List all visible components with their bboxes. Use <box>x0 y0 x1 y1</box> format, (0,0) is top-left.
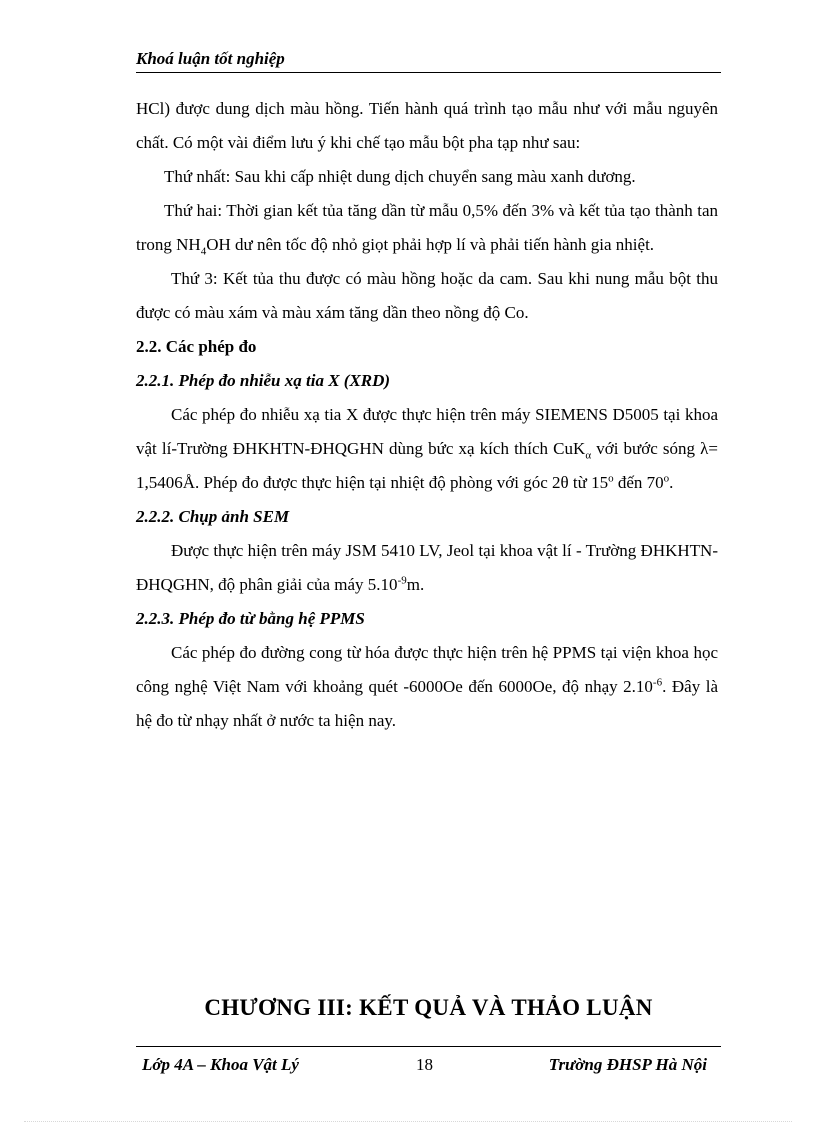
subsection-heading-ppms: 2.2.3. Phép đo từ bằng hệ PPMS <box>136 609 365 628</box>
xrd-text-a: Các phép đo nhiễu xạ tia X được thực hiện trên máy SIEMENS D5005 tại khoa vật lí-Trường ĐHKHTN-ĐHQGHN dùng bức xạ kích thích CuK <box>136 405 718 458</box>
page-number: 18 <box>416 1055 433 1074</box>
page-footer <box>136 1046 721 1079</box>
paragraph-third-note: Thứ 3: Kết tủa thu được có màu hồng hoặc da cam. Sau khi nung mẫu bột thu được có màu xám và màu xám tăng dần theo nồng độ Co. <box>136 269 718 322</box>
footer-class: Lớp 4A – Khoa Vật Lý <box>142 1055 299 1074</box>
paragraph-intro: HCl) được dung dịch màu hồng. Tiến hành quá trình tạo mẫu như với mẫu nguyên chất. Có một vài điểm lưu ý khi chế tạo mẫu bột pha tạp như sau: <box>136 99 718 152</box>
subscript-alpha: α <box>585 449 592 462</box>
xrd-text-b: với bước sóng λ= 1,5406Å. Phép đo được thực hiện tại nhiệt độ phòng với góc 2θ từ 15 <box>136 439 718 492</box>
sem-text-a: Được thực hiện trên máy JSM 5410 LV, Jeol tại khoa vật lí - Trường ĐHKHTN-ĐHQGHN, độ phân giải của máy 5.10 <box>136 541 718 594</box>
subscript-4: 4 <box>200 245 207 258</box>
superscript-exp-9: -9 <box>397 574 407 587</box>
paragraph-first-note: Thứ nhất: Sau khi cấp nhiệt dung dịch chuyển sang màu xanh dương. <box>164 167 636 186</box>
xrd-text-d: . <box>669 473 674 492</box>
paragraph-second-note <box>136 194 718 262</box>
footer-university: Trường ĐHSP Hà Nội <box>548 1055 707 1074</box>
chapter-title: CHƯƠNG III: KẾT QUẢ VÀ THẢO LUẬN <box>204 995 653 1020</box>
superscript-exp-6: -6 <box>652 676 663 689</box>
second-note-text-a: Thứ hai: Thời gian kết tủa tăng dần từ mẫu 0,5% đến 3% và kết tủa tạo thành tan trong NH <box>136 201 718 254</box>
paragraph-ppms <box>136 636 718 738</box>
second-note-text-b: OH dư nên tốc độ nhỏ giọt phải hợp lí và phải tiến hành gia nhiệt. <box>206 235 655 254</box>
subsection-heading-xrd: 2.2.1. Phép đo nhiễu xạ tia X (XRD) <box>136 371 391 390</box>
document-body <box>136 92 718 738</box>
superscript-degree-1: o <box>608 472 614 485</box>
paragraph-sem <box>136 534 718 602</box>
header-title: Khoá luận tốt nghiệp <box>136 49 285 68</box>
section-heading-2-2: 2.2. Các phép đo <box>136 337 257 356</box>
ppms-text-a: Các phép đo đường cong từ hóa được thực hiện trên hệ PPMS tại viện khoa học công nghệ Việt Nam với khoảng quét -6000Oe đến 6000Oe, độ nhạy 2.10 <box>136 643 718 696</box>
paragraph-xrd <box>136 398 718 500</box>
subsection-heading-sem: 2.2.2. Chụp ảnh SEM <box>136 507 290 526</box>
page-header <box>136 48 721 73</box>
xrd-text-c: đến 70 <box>613 473 664 492</box>
ppms-text-b: . Đây là hệ đo từ nhạy nhất ở nước ta hiện nay. <box>136 677 719 730</box>
bottom-dotted-divider <box>24 1121 792 1122</box>
sem-text-b: m. <box>406 575 425 594</box>
superscript-degree-2: o <box>663 472 670 485</box>
